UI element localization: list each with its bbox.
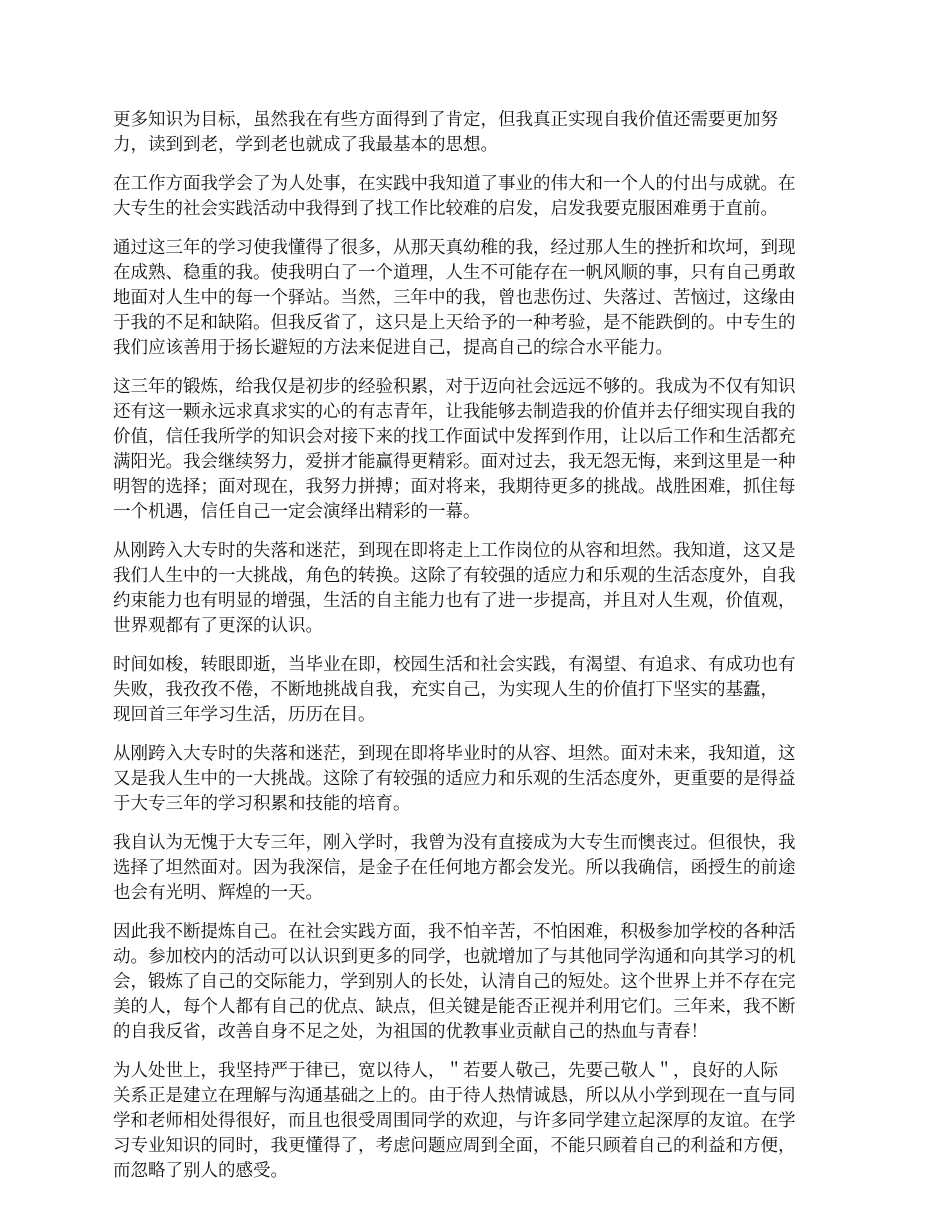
paragraph [113, 1059, 845, 1184]
text-line: 选择了坦然面对。因为我深信，是金子在任何地方都会发光。所以我确信，函授生的前途 [113, 858, 796, 878]
text-line: 的自我反省，改善自身不足之处，为祖国的优教事业贡献自己的热血与青春！ [113, 1022, 708, 1042]
text-line: 失败，我孜孜不倦，不断地挑战自我，充实自己，为实现人生的价值打下坚实的基蠹， [113, 680, 778, 700]
text-line: 因此我不断提炼自己。在社会实践方面，我不怕辛苦，不怕困难，积极参加学校的各种活 [113, 922, 796, 942]
text-line: 大专生的社会实践活动中我得到了找工作比较难的启发，启发我要克服困难勇于直前。 [113, 199, 778, 219]
paragraph [113, 742, 845, 817]
text-line: 于我的不足和缺陷。但我反省了，这只是上天给予的一种考验，是不能跌倒的。中专生的 [113, 313, 796, 333]
text-line: 习专业知识的同时，我更懂得了，考虑问题应周到全面，不能只顾着自己的利益和方便， [113, 1136, 796, 1156]
text-line: 又是我人生中的一大挑战。这除了有较强的适应力和乐观的生活态度外，更重要的是得益 [113, 769, 796, 789]
text-line: 这三年的锻炼，给我仅是初步的经验积累，对于迈向社会远远不够的。我成为不仅有知识 [113, 377, 796, 397]
text-line: 时间如梭，转眼即逝，当毕业在即，校园生活和社会实践，有渴望、有追求、有成功也有 [113, 655, 796, 675]
paragraph [113, 172, 845, 222]
text-line: 满阳光。我会继续努力，爱拼才能赢得更精彩。面对过去，我无怨无悔，来到这里是一种 [113, 452, 796, 472]
text-line: 我们人生中的一大挑战，角色的转换。这除了有较强的适应力和乐观的生活态度外，自我 [113, 566, 796, 586]
text-line: 明智的选择；面对现在，我努力拼搏；面对将来，我期待更多的挑战。战胜困难，抓住每 [113, 477, 796, 497]
text-line: 地面对人生中的每一个驿站。当然，三年中的我，曾也悲伤过、失落过、苦恼过，这缘由 [113, 288, 796, 308]
text-line: 我自认为无愧于大专三年，刚入学时，我曾为没有直接成为大专生而懊丧过。但很快，我 [113, 833, 796, 853]
text-line: 而忽略了别人的感受。 [113, 1161, 288, 1181]
paragraph [113, 920, 845, 1045]
text-line: 价值，信任我所学的知识会对接下来的找工作面试中发挥到作用，让以后工作和生活都充 [113, 427, 796, 447]
paragraph [113, 653, 845, 728]
text-line: 力，读到到老，学到老也就成了我最基本的思想。 [113, 135, 498, 155]
text-line: 会，锻炼了自己的交际能力，学到别人的长处，认清自己的短处。这个世界上并不存在完 [113, 972, 796, 992]
text-line: 于大专三年的学习积累和技能的培育。 [113, 794, 411, 814]
text-line: 现回首三年学习生活，历历在目。 [113, 705, 376, 725]
text-line: 从刚跨入大专时的失落和迷茫，到现在即将毕业时的从容、坦然。面对未来，我知道，这 [113, 744, 796, 764]
paragraph [113, 236, 845, 361]
paragraph [113, 375, 845, 525]
text-line: 为人处世上，我坚持严于律已，宽以待人，＂若要人敬己，先要己敬人＂，良好的人际 [113, 1061, 778, 1081]
text-line: 美的人，每个人都有自己的优点、缺点，但关键是能否正视并利用它们。三年来，我不断 [113, 997, 796, 1017]
text-line: 还有这一颗永远求真求实的心的有志青年，让我能够去制造我的价值并去仔细实现自我的 [113, 402, 796, 422]
text-line: 在成熟、稳重的我。使我明白了一个道理，人生不可能存在一帆风顺的事，只有自己勇敢 [113, 263, 796, 283]
text-line: 关系正是建立在理解与沟通基础之上的。由于待人热情诚恳，所以从小学到现在一直与同 [113, 1086, 796, 1106]
text-line: 从刚跨入大专时的失落和迷茫，到现在即将走上工作岗位的从容和坦然。我知道，这又是 [113, 541, 796, 561]
text-line: 通过这三年的学习使我懂得了很多，从那天真幼稚的我，经过那人生的挫折和坎坷，到现 [113, 238, 796, 258]
text-line: 约束能力也有明显的增强，生活的自主能力也有了进一步提高，并且对人生观，价值观， [113, 591, 796, 611]
text-line: 一个机遇，信任自己一定会演绎出精彩的一幕。 [113, 502, 481, 522]
paragraph [113, 108, 845, 158]
document-body [113, 108, 845, 1198]
text-line: 在工作方面我学会了为人处事，在实践中我知道了事业的伟大和一个人的付出与成就。在 [113, 174, 796, 194]
text-line: 我们应该善用于扬长避短的方法来促进自己，提高自己的综合水平能力。 [113, 338, 673, 358]
text-line: 动。参加校内的活动可以认识到更多的同学，也就增加了与其他同学沟通和向其学习的机 [113, 947, 796, 967]
text-line: 更多知识为目标，虽然我在有些方面得到了肯定，但我真正实现自我价值还需要更加努 [113, 110, 778, 130]
text-line: 也会有光明、辉煌的一天。 [113, 883, 323, 903]
paragraph [113, 539, 845, 639]
paragraph [113, 831, 845, 906]
text-line: 世界观都有了更深的认识。 [113, 616, 323, 636]
text-line: 学和老师相处得很好，而且也很受周围同学的欢迎，与许多同学建立起深厚的友谊。在学 [113, 1111, 796, 1131]
